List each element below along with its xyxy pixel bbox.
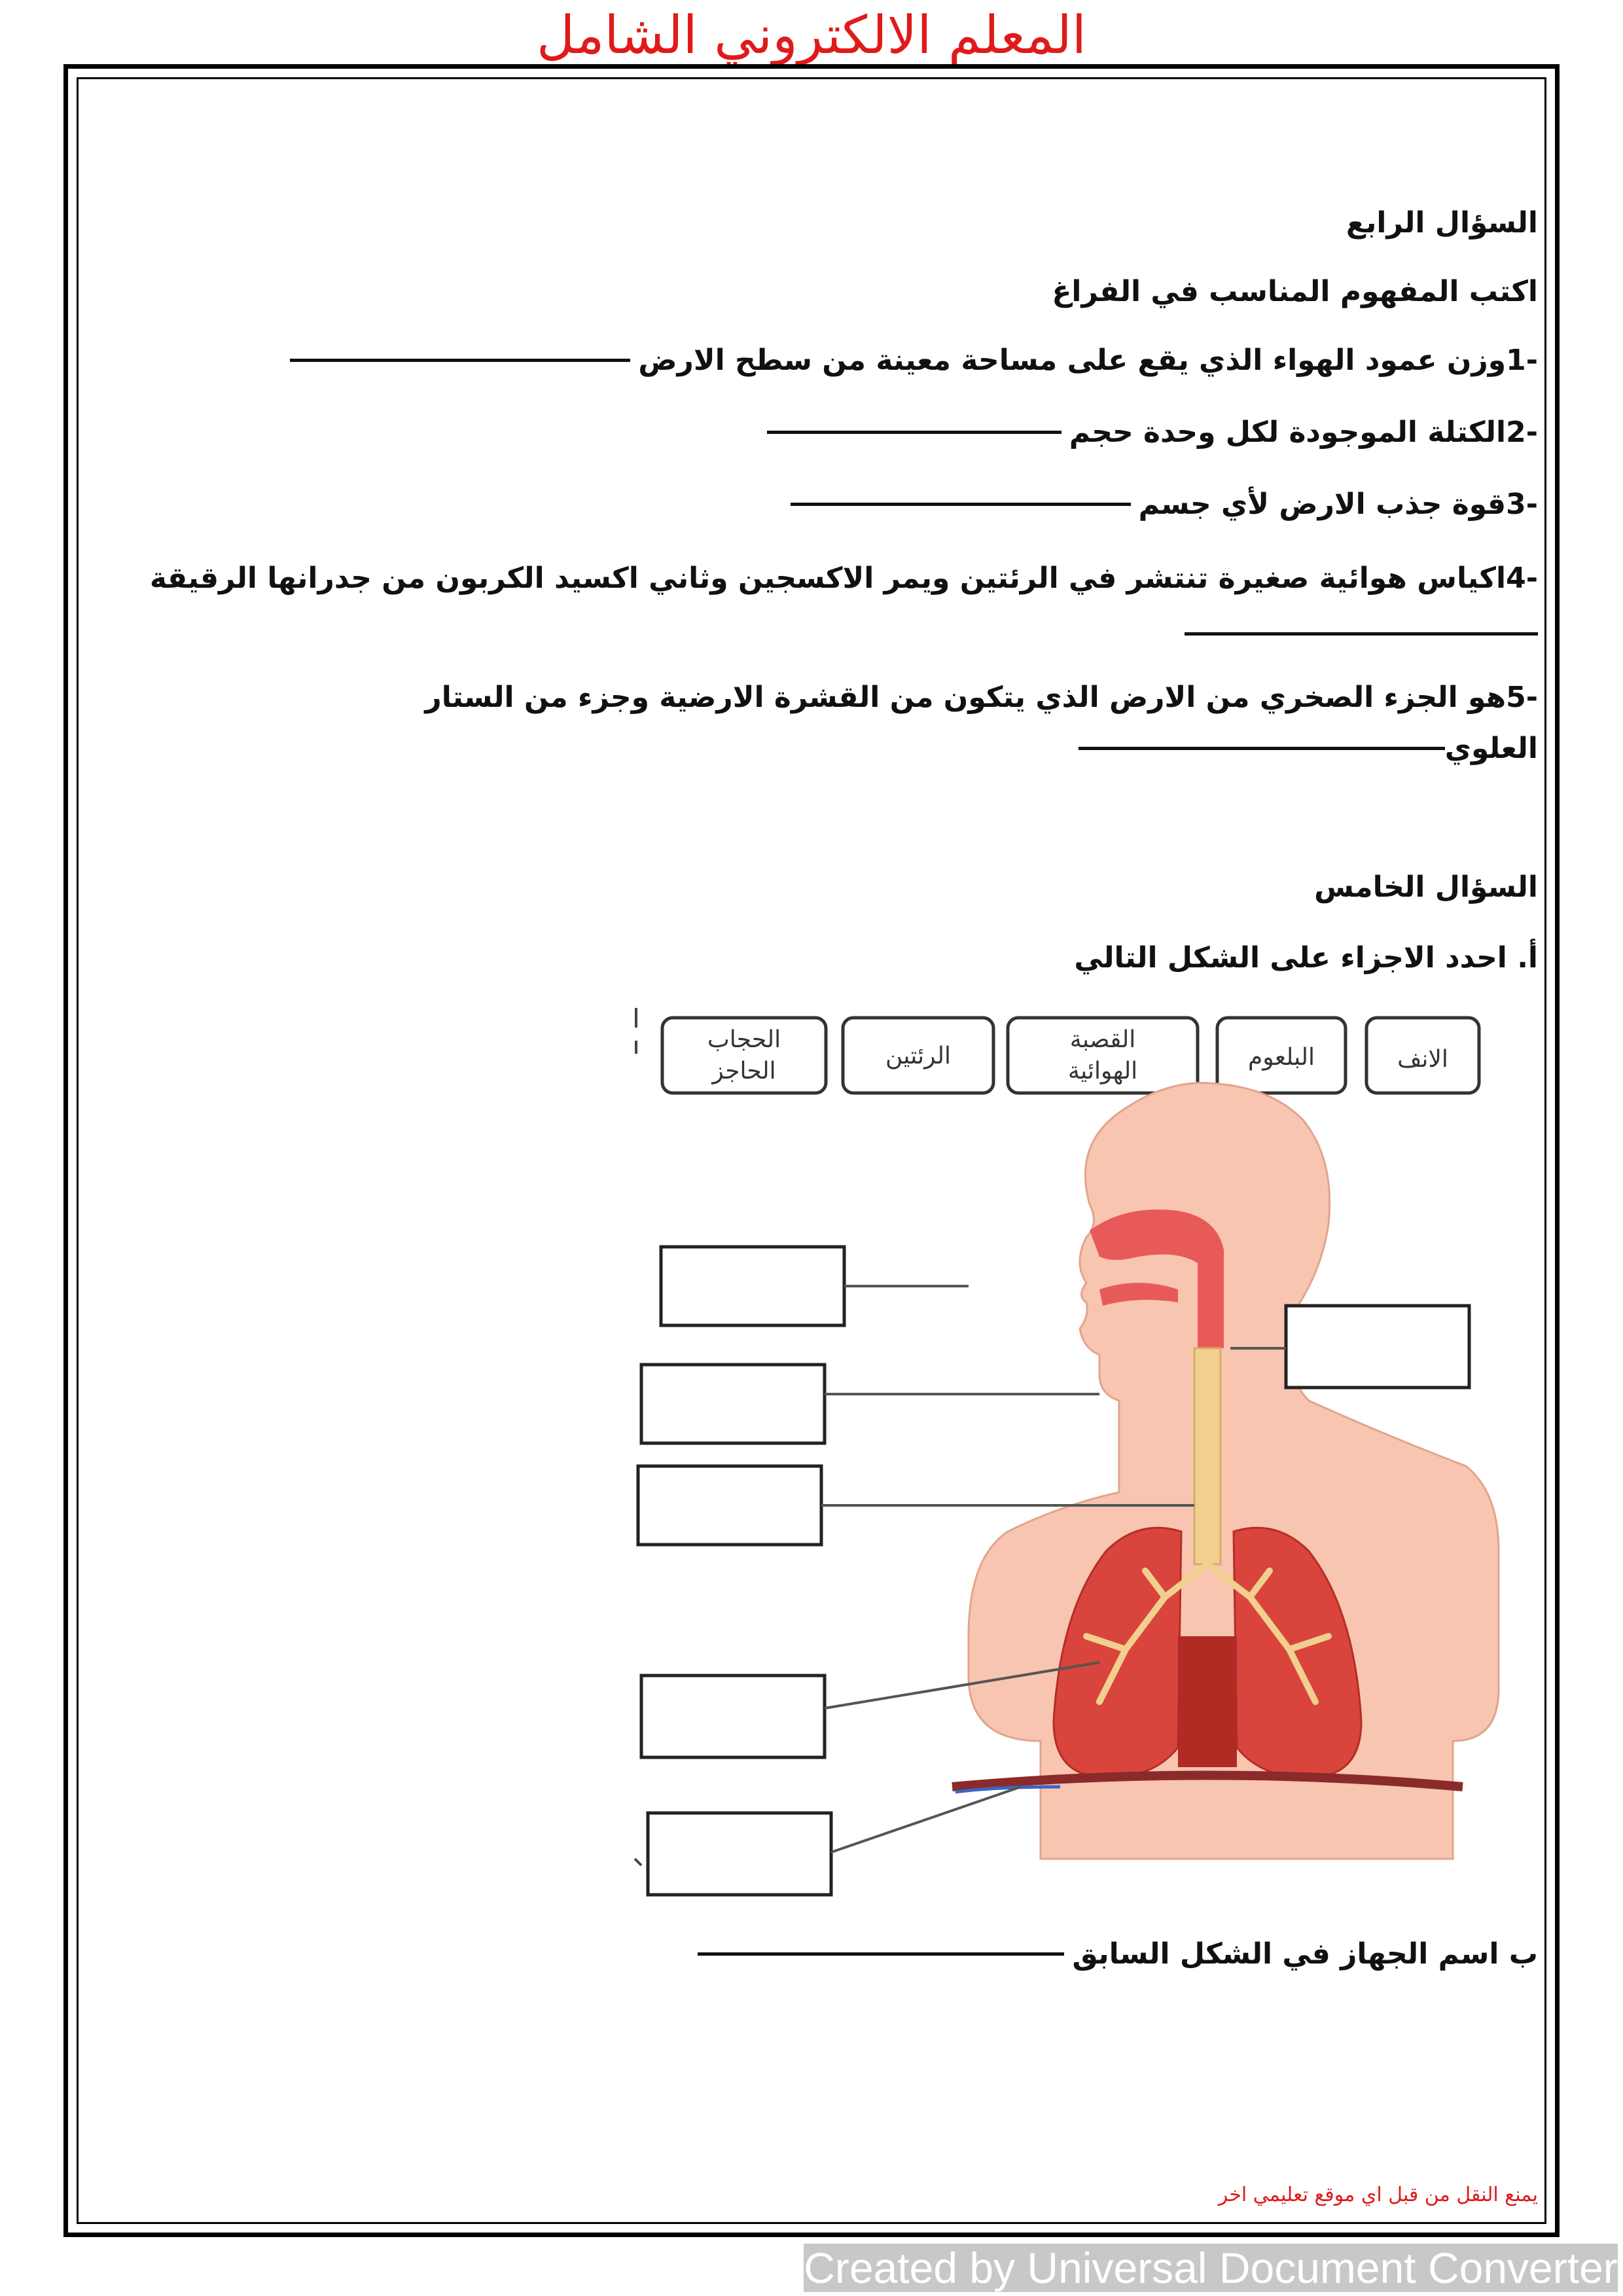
q4-item-4-text: -4اكياس هوائية صغيرة تنتشر في الرئتين ويمر الاكسجين وثاني اكسيد الكربون من جدرانها الرقيقة bbox=[149, 562, 1538, 595]
answer-blank-2[interactable] bbox=[767, 431, 1061, 434]
q5-part-b bbox=[698, 1937, 1538, 1971]
answer-blank-1[interactable] bbox=[290, 359, 630, 362]
answer-box-2[interactable] bbox=[1286, 1306, 1469, 1388]
answer-box-6[interactable] bbox=[648, 1813, 831, 1895]
site-title: المعلم الالكتروني الشامل bbox=[536, 5, 1087, 65]
word-diaphragm-line2: الحاجز bbox=[712, 1058, 776, 1085]
leader-line-6 bbox=[831, 1787, 1021, 1852]
q5-title: السؤال الخامس bbox=[1314, 870, 1538, 904]
q4-item-5-text-cont: العلوي bbox=[1444, 732, 1538, 765]
q4-item-3 bbox=[791, 488, 1538, 521]
word-bank bbox=[662, 1018, 1479, 1093]
q4-item-2 bbox=[767, 416, 1538, 449]
q4-title: السؤال الرابع bbox=[1346, 206, 1538, 240]
respiratory-system-diagram bbox=[602, 1008, 1544, 1924]
copy-notice: يمنع النقل من قبل اي موقع تعليمي اخر bbox=[1218, 2183, 1538, 2206]
q4-item-1-text: -1وزن عمود الهواء الذي يقع على مساحة معينة من سطح الارض bbox=[638, 344, 1538, 377]
q4-instruction: اكتب المفهوم المناسب في الفراغ bbox=[1052, 275, 1538, 308]
word-diaphragm-line1: الحجاب bbox=[707, 1026, 781, 1053]
converter-watermark: Created by Universal Document Converter bbox=[804, 2244, 1618, 2292]
word-nose: الانف bbox=[1397, 1046, 1448, 1073]
word-pharynx: البلعوم bbox=[1247, 1044, 1315, 1071]
answer-box-4[interactable] bbox=[638, 1466, 821, 1545]
q4-item-5-text: -5هو الجزء الصخري من الارض الذي يتكون من القشرة الارضية وجزء من الستار bbox=[425, 681, 1538, 714]
q5-part-a: أ. احدد الاجزاء على الشكل التالي bbox=[1074, 941, 1538, 975]
word-trachea-line1: القصبة bbox=[1069, 1026, 1136, 1053]
q4-item-5-cont bbox=[1079, 732, 1538, 765]
q4-item-2-text: -2الكتلة الموجودة لكل وحدة حجم bbox=[1069, 416, 1538, 449]
word-lungs: الرئتين bbox=[885, 1043, 951, 1069]
q4-item-3-text: -3قوة جذب الارض لأي جسم bbox=[1138, 488, 1538, 521]
answer-box-5[interactable] bbox=[641, 1676, 825, 1757]
heart-region bbox=[1178, 1636, 1237, 1767]
answer-blank-3[interactable] bbox=[791, 503, 1131, 506]
q4-item-1 bbox=[290, 344, 1538, 377]
answer-box-1[interactable] bbox=[661, 1247, 844, 1325]
answer-blank-5[interactable] bbox=[1079, 747, 1445, 750]
trachea bbox=[1194, 1348, 1221, 1564]
answer-blank-4[interactable] bbox=[1185, 632, 1538, 636]
q5-part-b-text: ب اسم الجهاز في الشكل السابق bbox=[1072, 1937, 1538, 1971]
answer-blank-system-name[interactable] bbox=[698, 1952, 1064, 1956]
answer-box-3[interactable] bbox=[641, 1365, 825, 1443]
word-trachea-line2: الهوائية bbox=[1067, 1058, 1138, 1085]
